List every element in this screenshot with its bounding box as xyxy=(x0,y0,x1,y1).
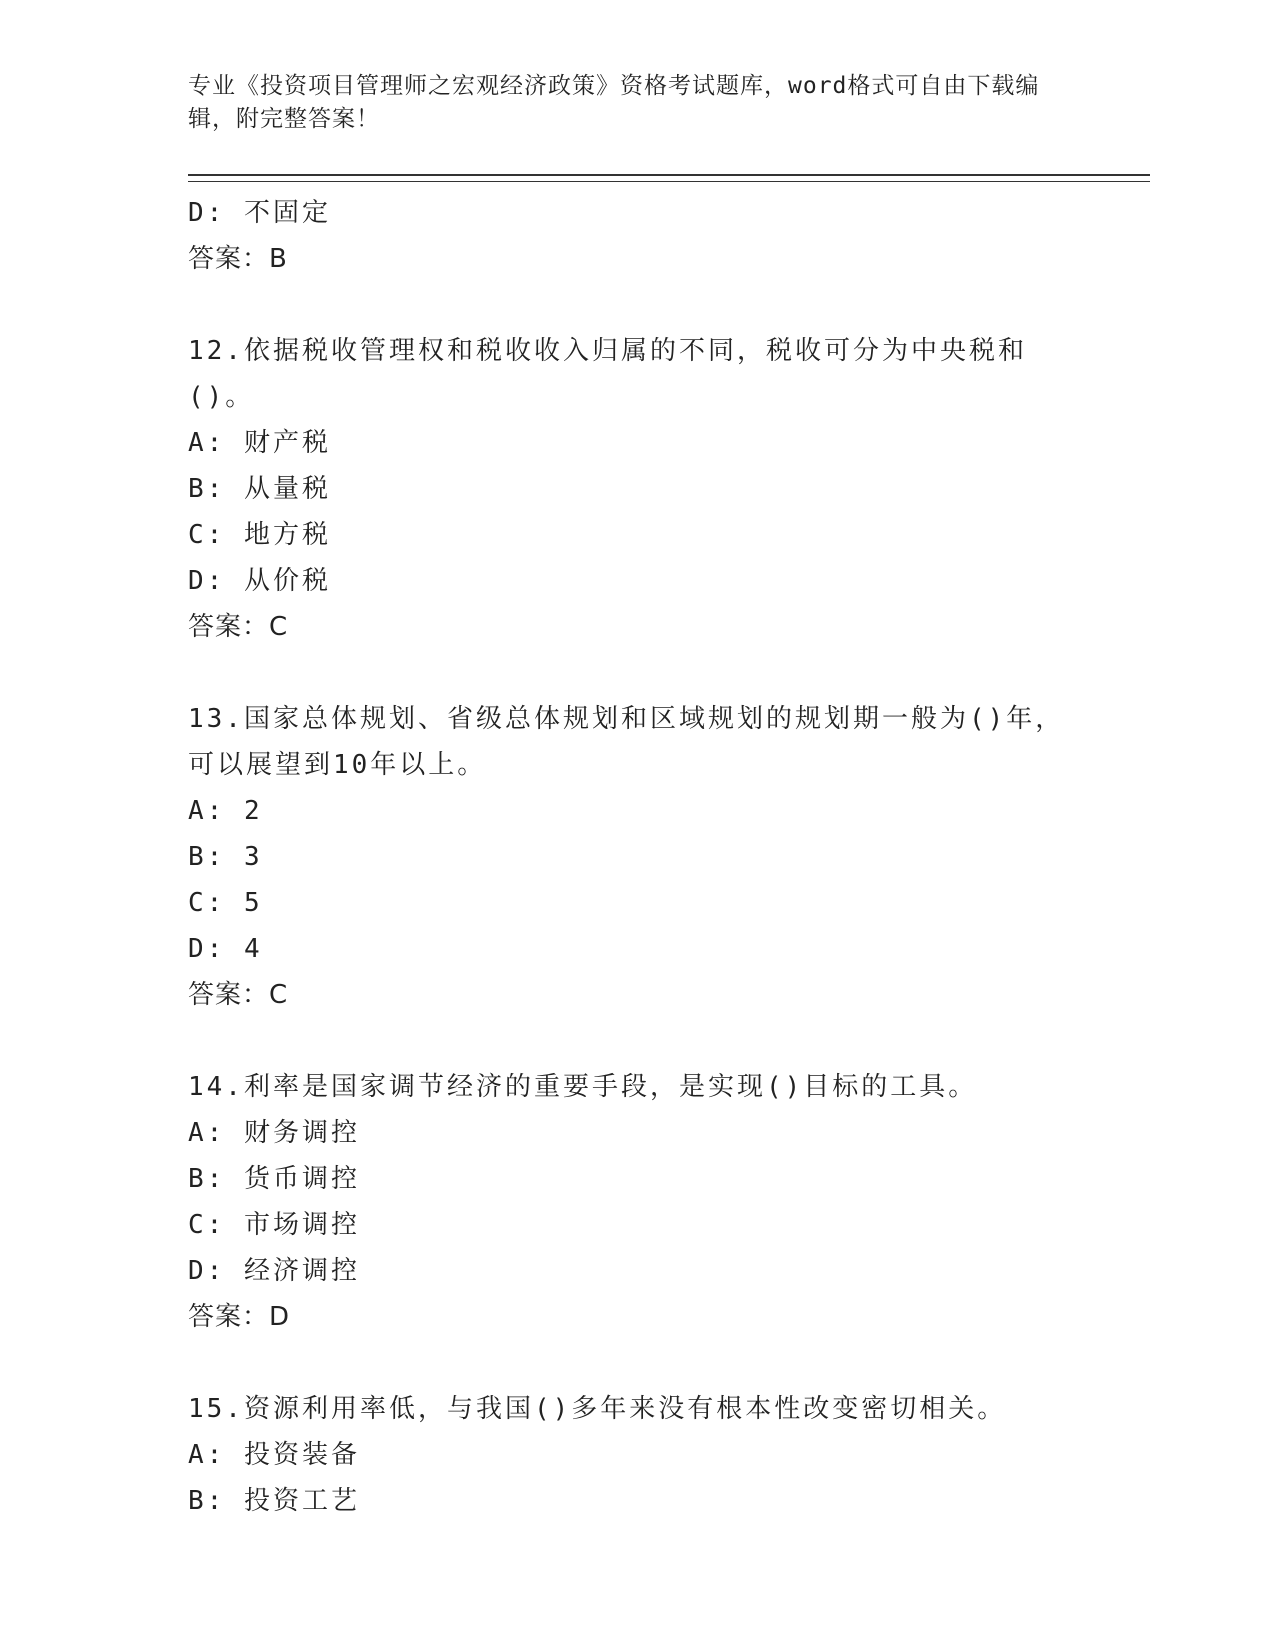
answer-line: 答案：C xyxy=(188,612,289,642)
option-d: D: 从价税 xyxy=(188,566,331,596)
option-d: D: 不固定 xyxy=(188,198,331,228)
question-text: 13.国家总体规划、省级总体规划和区域规划的规划期一般为()年，可以展望到10年以上。 xyxy=(188,704,1065,780)
option-a: A: 财产税 xyxy=(188,428,331,458)
question-15 xyxy=(188,1386,1150,1524)
option-d: D: 经济调控 xyxy=(188,1256,360,1286)
option-b: B: 3 xyxy=(188,842,263,872)
question-13 xyxy=(188,696,1150,1018)
option-a: A: 2 xyxy=(188,796,263,826)
question-text: 15.资源利用率低，与我国()多年来没有根本性改变密切相关。 xyxy=(188,1394,1007,1424)
option-a: A: 投资装备 xyxy=(188,1440,360,1470)
document-content xyxy=(188,190,1150,1524)
option-c: C: 市场调控 xyxy=(188,1210,360,1240)
document-page xyxy=(188,70,1150,1524)
answer-line: 答案：D xyxy=(188,1302,291,1332)
header-divider xyxy=(188,174,1150,182)
option-b: B: 从量税 xyxy=(188,474,331,504)
answer-line: 答案：B xyxy=(188,244,288,274)
option-b: B: 投资工艺 xyxy=(188,1486,360,1516)
option-b: B: 货币调控 xyxy=(188,1164,360,1194)
question-text: 12.依据税收管理权和税收收入归属的不同，税收可分为中央税和()。 xyxy=(188,336,1027,412)
option-d: D: 4 xyxy=(188,934,263,964)
question-text: 14.利率是国家调节经济的重要手段，是实现()目标的工具。 xyxy=(188,1072,978,1102)
question-12 xyxy=(188,328,1150,650)
question-14 xyxy=(188,1064,1150,1340)
option-c: C: 5 xyxy=(188,888,263,918)
option-a: A: 财务调控 xyxy=(188,1118,360,1148)
answer-line: 答案：C xyxy=(188,980,289,1010)
option-c: C: 地方税 xyxy=(188,520,331,550)
document-header: 专业《投资项目管理师之宏观经济政策》资格考试题库，word格式可自由下载编辑，附完整答案！ xyxy=(188,73,1040,132)
